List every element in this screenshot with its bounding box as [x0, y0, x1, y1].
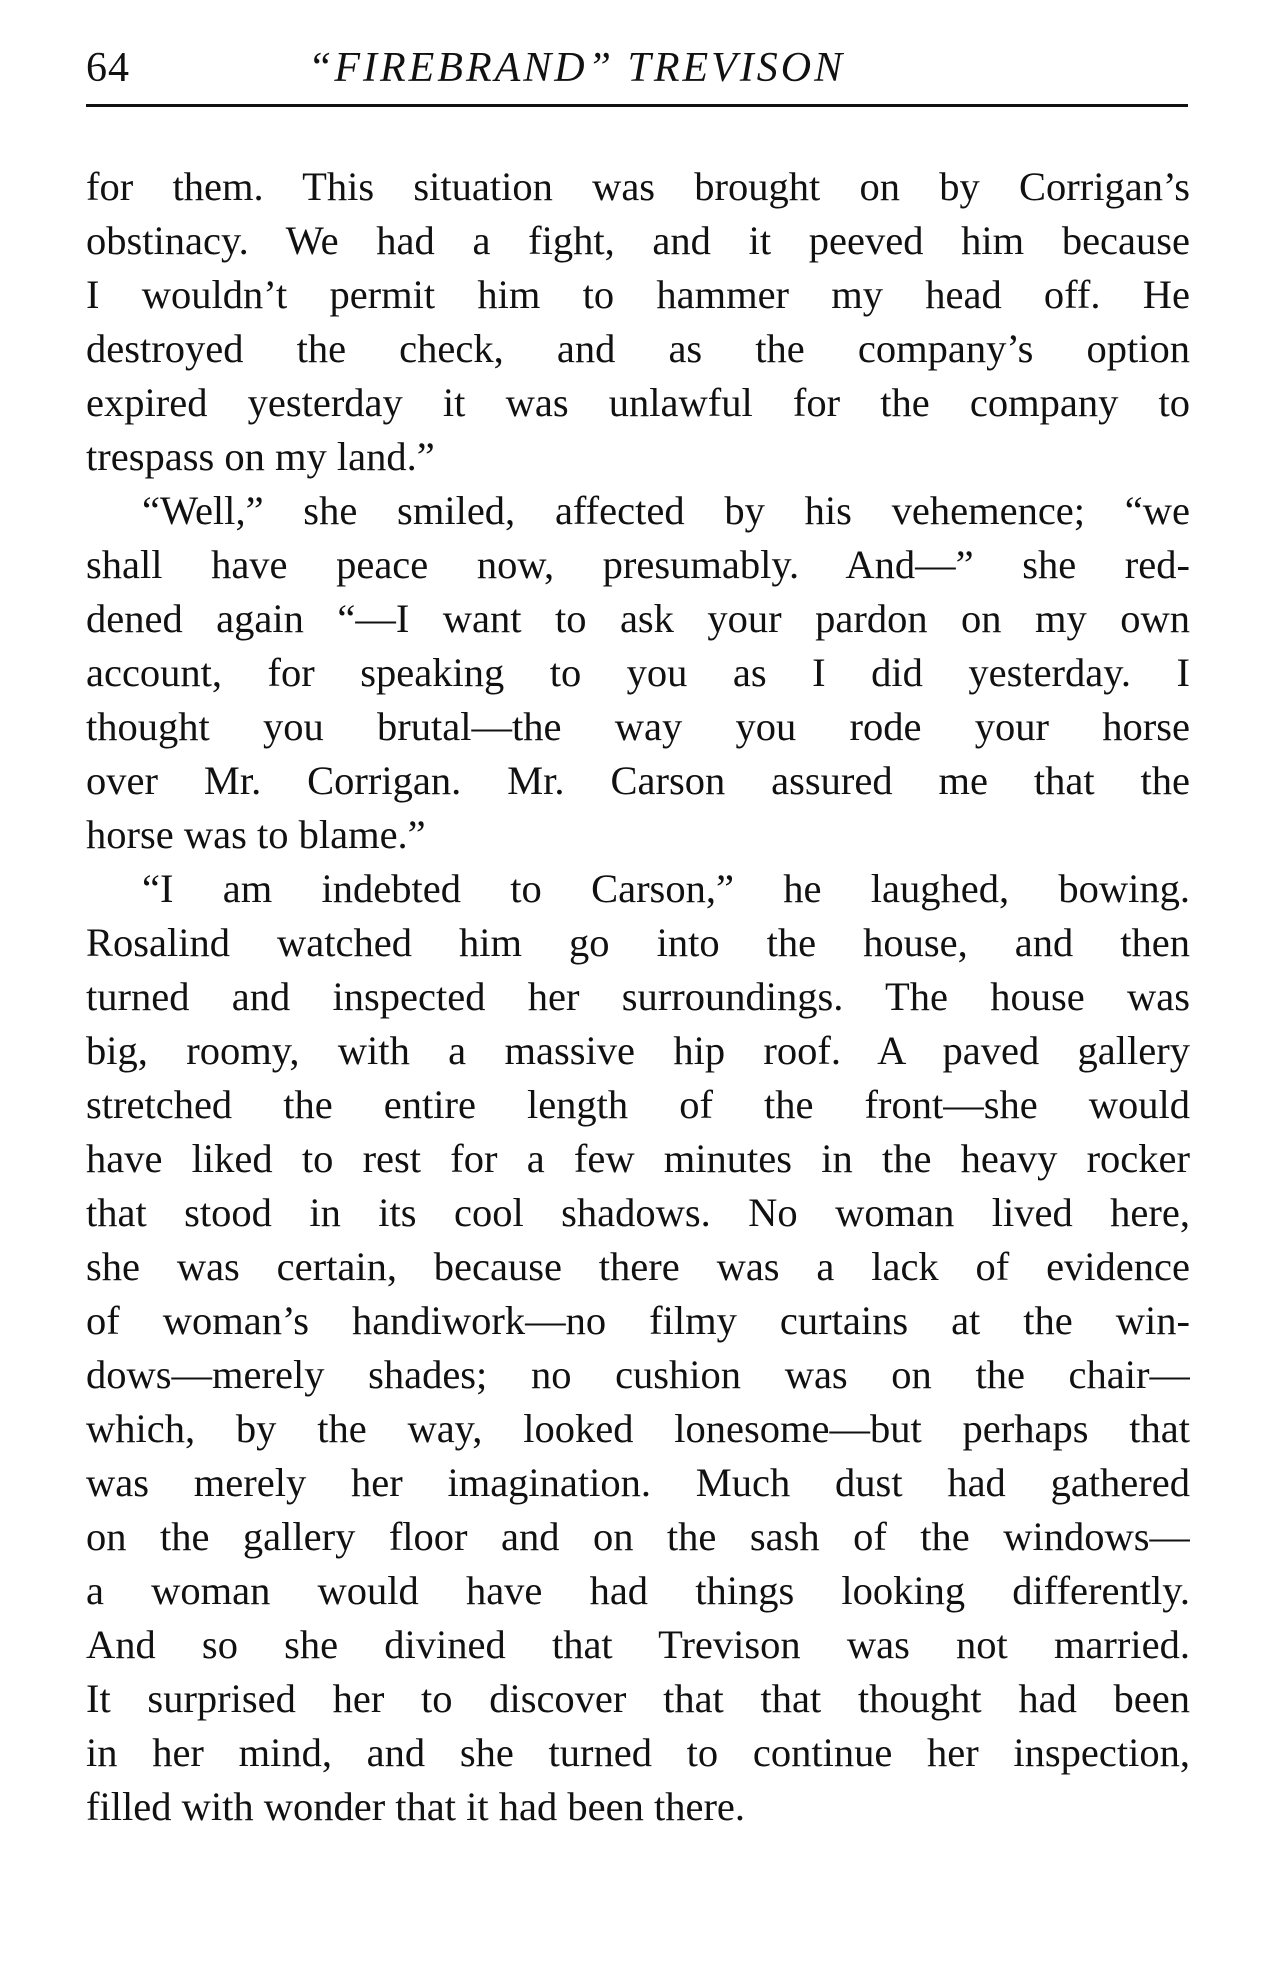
running-title: “FIREBRAND” TREVISON — [308, 45, 846, 91]
text-line: that stood in its cool shadows. No woman lived here, — [86, 1190, 1190, 1235]
text-line: turned and inspected her surroundings. The house was — [86, 974, 1190, 1019]
text-line: which, by the way, looked lonesome—but perhaps that — [86, 1406, 1190, 1451]
text-line: horse was to blame.” — [86, 812, 426, 857]
text-line: stretched the entire length of the front—she would — [86, 1082, 1190, 1127]
text-line: And so she divined that Trevison was not married. — [86, 1622, 1190, 1667]
text-line: she was certain, because there was a lack of evidence — [86, 1244, 1190, 1289]
text-line: a woman would have had things looking differently. — [86, 1568, 1190, 1613]
text-line: obstinacy. We had a fight, and it peeved him because — [86, 218, 1190, 263]
text-line: was merely her imagination. Much dust had gathered — [86, 1460, 1190, 1505]
text-line: of woman’s handiwork—no filmy curtains at the win- — [86, 1298, 1190, 1343]
text-line: for them. This situation was brought on by Corrigan’s — [86, 164, 1190, 209]
text-line: It surprised her to discover that that thought had been — [86, 1676, 1190, 1721]
text-line: dows—merely shades; no cushion was on the chair— — [86, 1352, 1190, 1397]
text-line: “I am indebted to Carson,” he laughed, bowing. — [142, 866, 1190, 911]
text-line: expired yesterday it was unlawful for the company to — [86, 380, 1190, 425]
text-line: on the gallery floor and on the sash of the windows— — [86, 1514, 1190, 1559]
text-line: shall have peace now, presumably. And—” she red- — [86, 542, 1190, 587]
text-line: big, roomy, with a massive hip roof. A paved gallery — [86, 1028, 1190, 1073]
text-line: destroyed the check, and as the company’s option — [86, 326, 1190, 371]
text-line: trespass on my land.” — [86, 434, 435, 479]
text-line: “Well,” she smiled, affected by his vehemence; “we — [142, 488, 1190, 533]
text-line: have liked to rest for a few minutes in the heavy rocker — [86, 1136, 1190, 1181]
text-line: over Mr. Corrigan. Mr. Carson assured me that the — [86, 758, 1190, 803]
text-line: account, for speaking to you as I did yesterday. I — [86, 650, 1190, 695]
page-number: 64 — [86, 45, 130, 91]
text-line: thought you brutal—the way you rode your horse — [86, 704, 1190, 749]
body-text — [86, 160, 1190, 1834]
header-rule — [86, 104, 1188, 107]
text-line: I wouldn’t permit him to hammer my head off. He — [86, 272, 1190, 317]
text-line: Rosalind watched him go into the house, and then — [86, 920, 1190, 965]
text-line: filled with wonder that it had been there. — [86, 1784, 746, 1829]
text-line: dened again “—I want to ask your pardon on my own — [86, 596, 1190, 641]
text-line: in her mind, and she turned to continue her inspection, — [86, 1730, 1190, 1775]
running-head — [86, 38, 1186, 98]
